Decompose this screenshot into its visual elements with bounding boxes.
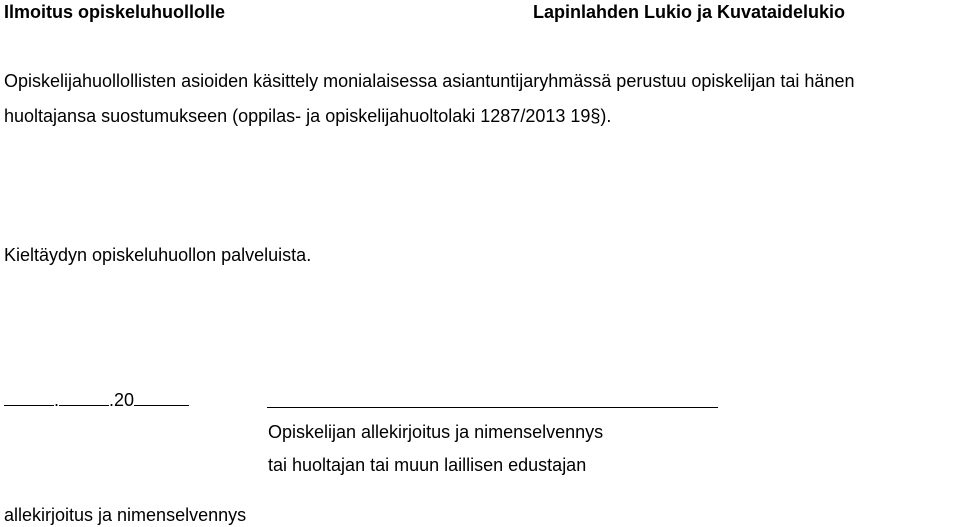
consent-paragraph-line-2: huoltajansa suostumukseen (oppilas- ja opiskelijahuoltolaki 1287/2013 19§). [4, 106, 612, 126]
signature-label-line-1: Opiskelijan allekirjoitus ja nimenselvennys [268, 422, 604, 442]
date-year-prefix: .20 [109, 390, 135, 410]
date-month-blank[interactable] [59, 388, 109, 406]
date-day-blank[interactable] [4, 388, 54, 406]
date-separator: . [54, 390, 60, 410]
refusal-statement: Kieltäydyn opiskeluhuollon palveluista. [4, 245, 312, 265]
date-year-blank[interactable] [134, 388, 189, 406]
signature-label-line-2: tai huoltajan tai muun laillisen edustajan [268, 455, 587, 475]
signature-label-line-3: allekirjoitus ja nimenselvennys [4, 505, 247, 525]
date-field [4, 388, 189, 411]
document-title: Ilmoitus opiskeluhuollolle [4, 2, 226, 22]
consent-paragraph [4, 64, 960, 134]
school-name: Lapinlahden Lukio ja Kuvataidelukio [533, 2, 846, 22]
consent-paragraph-line-1: Opiskelijahuollollisten asioiden käsittely monialaisessa asiantuntijaryhmässä perustuu opiskelijan tai hänen [4, 71, 855, 91]
signature-line[interactable] [267, 407, 718, 408]
